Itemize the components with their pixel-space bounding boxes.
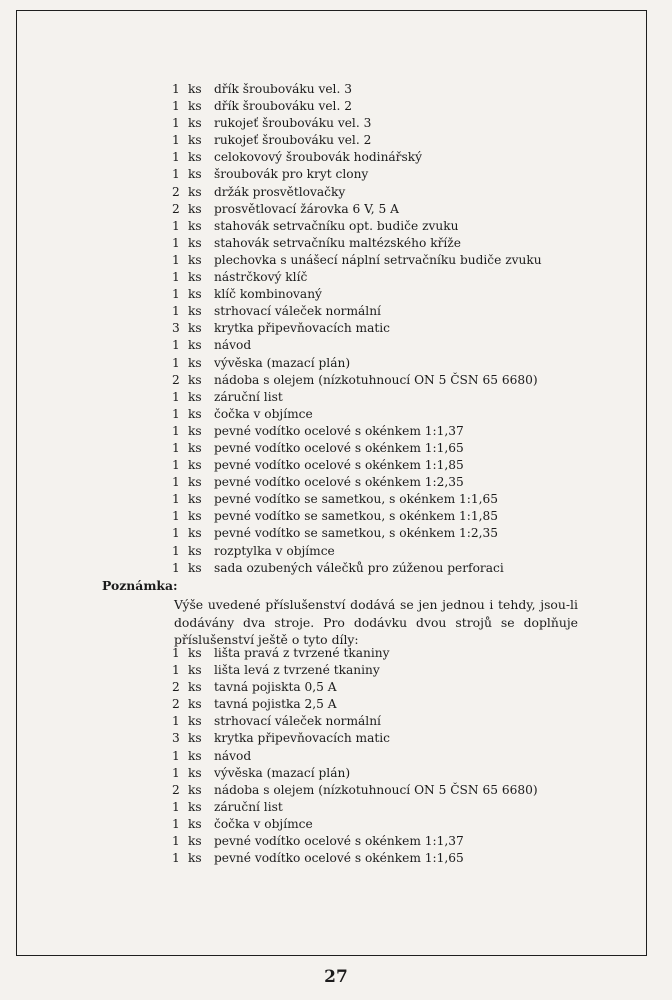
item-description: čočka v objímce xyxy=(214,816,313,831)
item-quantity: 1 xyxy=(172,338,180,353)
list-item xyxy=(172,765,538,782)
item-unit: ks xyxy=(188,440,202,455)
item-description: dřík šroubováku vel. 3 xyxy=(214,82,352,96)
list-item xyxy=(172,201,542,218)
item-description: dřík šroubováku vel. 2 xyxy=(214,99,352,114)
item-unit: ks xyxy=(188,150,202,165)
item-unit: ks xyxy=(188,680,202,695)
item-quantity: 1 xyxy=(172,116,180,131)
list-item xyxy=(172,303,542,320)
item-unit: ks xyxy=(188,252,202,267)
item-quantity: 1 xyxy=(172,492,180,507)
list-item xyxy=(172,115,542,132)
item-quantity: 1 xyxy=(172,99,180,114)
list-item xyxy=(172,166,542,183)
item-unit: ks xyxy=(188,782,202,797)
item-quantity: 3 xyxy=(172,321,180,336)
list-item xyxy=(172,525,542,542)
list-item xyxy=(172,218,542,235)
list-item xyxy=(172,286,542,303)
item-quantity: 1 xyxy=(172,509,180,524)
item-quantity: 1 xyxy=(172,834,180,849)
item-description: šroubovák pro kryt clony xyxy=(214,167,369,182)
item-description: krytka připevňovacích matic xyxy=(214,731,390,746)
list-item xyxy=(172,748,538,765)
item-description: pevné vodítko se sametkou, s okénkem 1:1,85 xyxy=(214,509,499,524)
item-unit: ks xyxy=(188,714,202,729)
item-quantity: 1 xyxy=(172,816,180,831)
item-unit: ks xyxy=(188,389,202,404)
list-item xyxy=(172,355,542,372)
item-description: pevné vodítko se sametkou, s okénkem 1:2,35 xyxy=(214,526,499,541)
page-number: 27 xyxy=(324,967,348,987)
list-item xyxy=(172,816,538,833)
item-description: strhovací váleček normální xyxy=(214,714,381,729)
item-unit: ks xyxy=(188,748,202,763)
item-description: čočka v objímce xyxy=(214,406,313,421)
item-unit: ks xyxy=(188,201,202,216)
item-quantity: 1 xyxy=(172,270,180,285)
item-unit: ks xyxy=(188,731,202,746)
item-unit: ks xyxy=(188,492,202,507)
item-description: nádoba s olejem (nízkotuhnoucí ON 5 ČSN 65 6680) xyxy=(214,372,538,387)
item-unit: ks xyxy=(188,218,202,233)
list-item xyxy=(172,543,542,560)
item-quantity: 1 xyxy=(172,851,180,866)
item-description: vývěska (mazací plán) xyxy=(214,765,351,780)
list-item xyxy=(172,491,542,508)
item-unit: ks xyxy=(188,99,202,114)
item-unit: ks xyxy=(188,765,202,780)
item-quantity: 2 xyxy=(172,372,180,387)
list-item xyxy=(172,269,542,286)
extra-accessories-list xyxy=(172,645,538,867)
item-quantity: 2 xyxy=(172,782,180,797)
list-item xyxy=(172,423,542,440)
item-description: záruční list xyxy=(214,389,283,404)
item-description: prosvětlovací žárovka 6 V, 5 A xyxy=(214,201,399,216)
list-item xyxy=(172,662,538,679)
item-unit: ks xyxy=(188,116,202,131)
item-description: nástrčkový klíč xyxy=(214,270,308,285)
item-unit: ks xyxy=(188,816,202,831)
item-quantity: 1 xyxy=(172,235,180,250)
item-description: lišta pravá z tvrzené tkaniny xyxy=(214,646,390,660)
item-unit: ks xyxy=(188,355,202,370)
list-item xyxy=(172,372,542,389)
item-description: celokovový šroubovák hodinářský xyxy=(214,150,423,165)
item-quantity: 2 xyxy=(172,184,180,199)
item-quantity: 1 xyxy=(172,82,180,96)
item-description: rukojeť šroubováku vel. 2 xyxy=(214,133,372,148)
item-description: záruční list xyxy=(214,799,283,814)
list-item xyxy=(172,679,538,696)
item-unit: ks xyxy=(188,338,202,353)
list-item xyxy=(172,149,542,166)
list-item xyxy=(172,713,538,730)
item-quantity: 1 xyxy=(172,765,180,780)
list-item xyxy=(172,406,542,423)
list-item xyxy=(172,645,538,662)
item-unit: ks xyxy=(188,697,202,712)
item-quantity: 2 xyxy=(172,680,180,695)
list-item xyxy=(172,696,538,713)
item-description: sada ozubených válečků pro zúženou perforaci xyxy=(214,560,504,575)
item-unit: ks xyxy=(188,560,202,575)
item-quantity: 1 xyxy=(172,458,180,473)
item-unit: ks xyxy=(188,834,202,849)
item-quantity: 1 xyxy=(172,150,180,165)
item-description: lišta levá z tvrzené tkaniny xyxy=(214,663,380,678)
list-item xyxy=(172,457,542,474)
item-quantity: 1 xyxy=(172,389,180,404)
item-description: pevné vodítko ocelové s okénkem 1:1,37 xyxy=(214,423,464,438)
item-quantity: 1 xyxy=(172,526,180,541)
item-description: rozptylka v objímce xyxy=(214,543,335,558)
item-description: stahovák setrvačníku maltézského kříže xyxy=(214,235,461,250)
item-description: držák prosvětlovačky xyxy=(214,184,346,199)
item-unit: ks xyxy=(188,799,202,814)
item-unit: ks xyxy=(188,646,202,660)
list-item xyxy=(172,81,542,98)
item-quantity: 1 xyxy=(172,663,180,678)
item-unit: ks xyxy=(188,458,202,473)
item-description: tavná pojiskta 0,5 A xyxy=(214,680,337,695)
list-item xyxy=(172,850,538,867)
list-item xyxy=(172,235,542,252)
item-quantity: 2 xyxy=(172,201,180,216)
item-quantity: 1 xyxy=(172,748,180,763)
item-unit: ks xyxy=(188,184,202,199)
item-unit: ks xyxy=(188,509,202,524)
note-heading: Poznámka: xyxy=(102,578,178,593)
item-unit: ks xyxy=(188,663,202,678)
item-description: tavná pojistka 2,5 A xyxy=(214,697,337,712)
list-item xyxy=(172,474,542,491)
item-unit: ks xyxy=(188,287,202,302)
item-description: pevné vodítko ocelové s okénkem 1:1,37 xyxy=(214,834,464,849)
item-description: strhovací váleček normální xyxy=(214,304,381,319)
item-quantity: 1 xyxy=(172,406,180,421)
item-unit: ks xyxy=(188,372,202,387)
item-quantity: 1 xyxy=(172,133,180,148)
item-quantity: 1 xyxy=(172,646,180,660)
item-description: pevné vodítko ocelové s okénkem 1:2,35 xyxy=(214,475,464,490)
item-quantity: 1 xyxy=(172,252,180,267)
item-unit: ks xyxy=(188,133,202,148)
list-item xyxy=(172,320,542,337)
item-quantity: 1 xyxy=(172,560,180,575)
item-description: návod xyxy=(214,748,252,763)
item-unit: ks xyxy=(188,851,202,866)
item-unit: ks xyxy=(188,82,202,96)
list-item xyxy=(172,782,538,799)
item-quantity: 1 xyxy=(172,218,180,233)
item-description: pevné vodítko se sametkou, s okénkem 1:1,65 xyxy=(214,492,499,507)
item-description: rukojeť šroubováku vel. 3 xyxy=(214,116,372,131)
note-paragraph: Výše uvedené příslušenství dodává se jen jednou i tehdy, jsou-li dodávány dva stroje. Pro dodávku dvou strojů se doplňuje příslušenství ještě o tyto díly: xyxy=(174,597,578,647)
item-description: plechovka s unášecí náplní setrvačníku budiče zvuku xyxy=(214,252,542,267)
item-quantity: 1 xyxy=(172,423,180,438)
list-item xyxy=(172,833,538,850)
item-quantity: 1 xyxy=(172,355,180,370)
item-quantity: 1 xyxy=(172,475,180,490)
item-description: krytka připevňovacích matic xyxy=(214,321,390,336)
item-description: nádoba s olejem (nízkotuhnoucí ON 5 ČSN 65 6680) xyxy=(214,782,538,797)
item-description: klíč kombinovaný xyxy=(214,287,322,302)
accessories-list xyxy=(172,81,542,577)
item-unit: ks xyxy=(188,321,202,336)
item-quantity: 1 xyxy=(172,714,180,729)
list-item xyxy=(172,337,542,354)
item-description: vývěska (mazací plán) xyxy=(214,355,351,370)
item-unit: ks xyxy=(188,304,202,319)
item-unit: ks xyxy=(188,235,202,250)
list-item xyxy=(172,440,542,457)
item-unit: ks xyxy=(188,167,202,182)
item-quantity: 1 xyxy=(172,543,180,558)
item-unit: ks xyxy=(188,406,202,421)
item-unit: ks xyxy=(188,526,202,541)
list-item xyxy=(172,184,542,201)
item-quantity: 1 xyxy=(172,287,180,302)
item-quantity: 1 xyxy=(172,304,180,319)
item-description: pevné vodítko ocelové s okénkem 1:1,65 xyxy=(214,440,464,455)
item-quantity: 3 xyxy=(172,731,180,746)
list-item xyxy=(172,98,542,115)
item-description: pevné vodítko ocelové s okénkem 1:1,65 xyxy=(214,851,464,866)
item-description: návod xyxy=(214,338,252,353)
item-description: pevné vodítko ocelové s okénkem 1:1,85 xyxy=(214,458,464,473)
item-description: stahovák setrvačníku opt. budiče zvuku xyxy=(214,218,459,233)
item-unit: ks xyxy=(188,475,202,490)
list-item xyxy=(172,560,542,577)
list-item xyxy=(172,730,538,747)
item-unit: ks xyxy=(188,543,202,558)
item-quantity: 1 xyxy=(172,440,180,455)
list-item xyxy=(172,389,542,406)
list-item xyxy=(172,132,542,149)
list-item xyxy=(172,508,542,525)
list-item xyxy=(172,799,538,816)
item-unit: ks xyxy=(188,423,202,438)
item-quantity: 1 xyxy=(172,167,180,182)
item-unit: ks xyxy=(188,270,202,285)
item-quantity: 2 xyxy=(172,697,180,712)
list-item xyxy=(172,252,542,269)
item-quantity: 1 xyxy=(172,799,180,814)
